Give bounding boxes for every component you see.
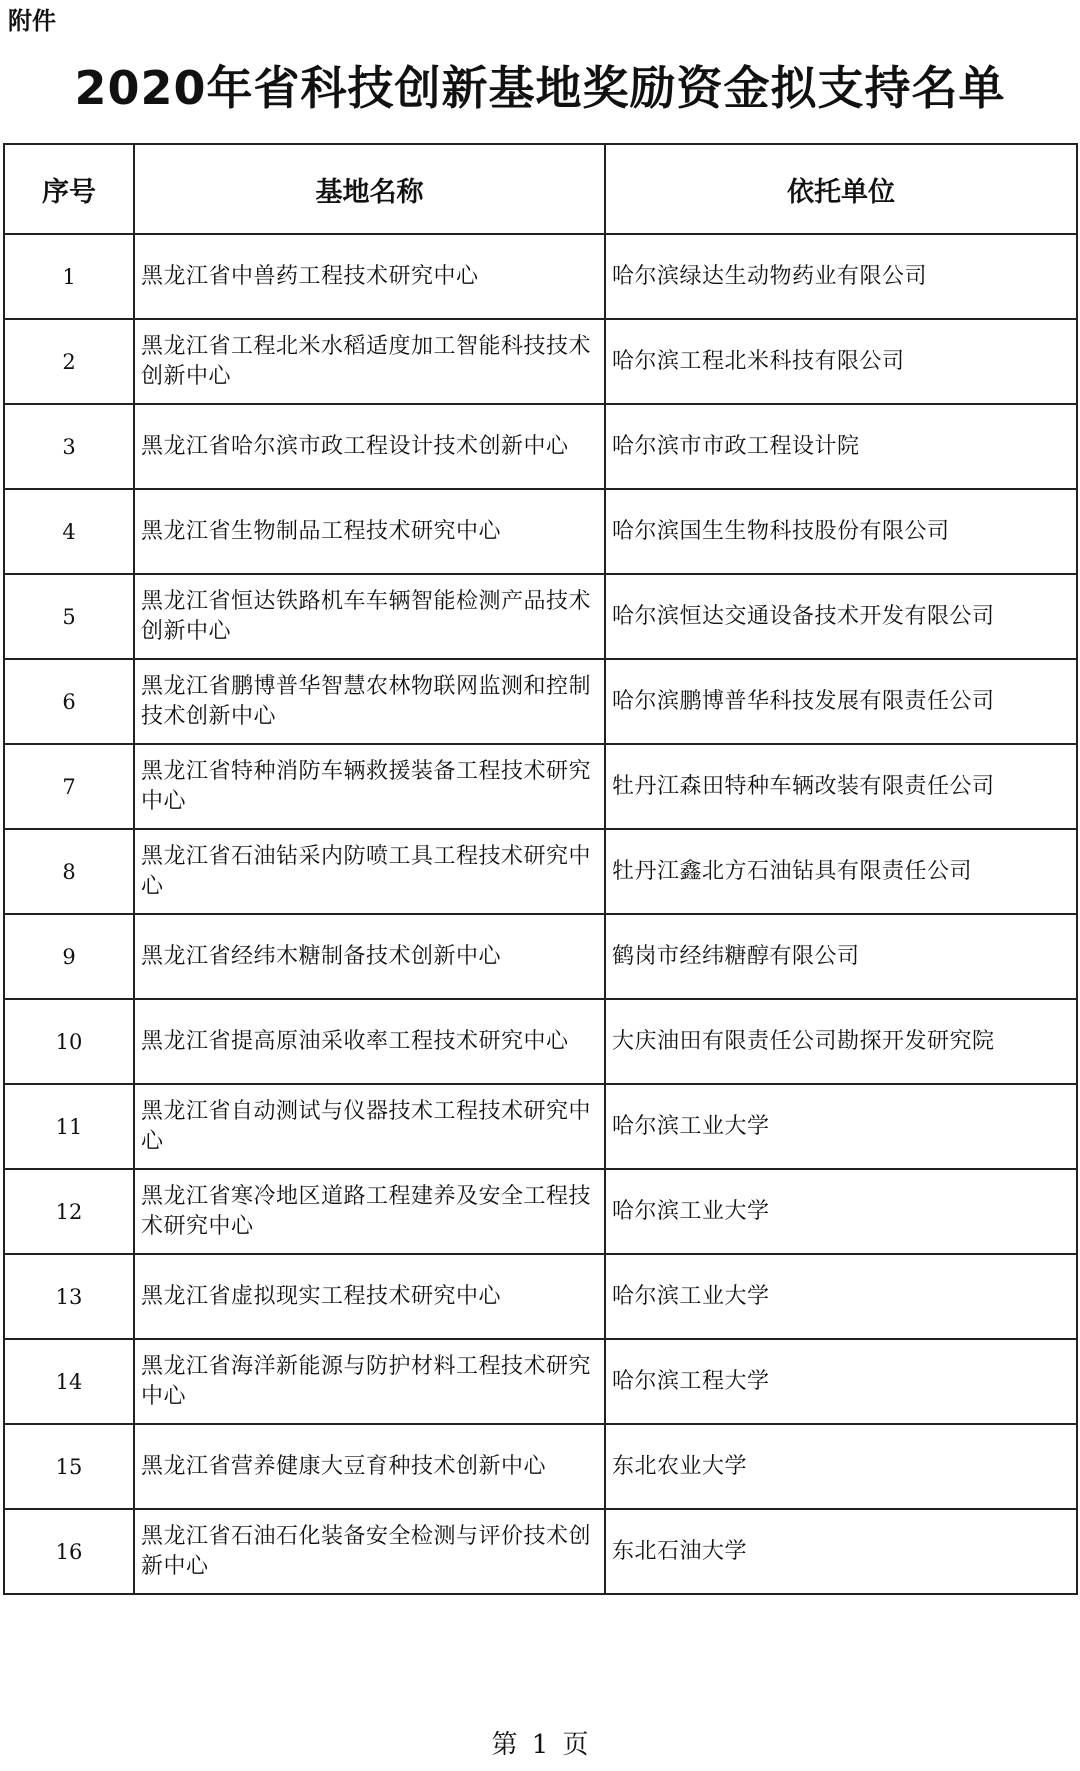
base-name: 黑龙江省生物制品工程技术研究中心 (134, 489, 605, 574)
base-name: 黑龙江省石油钻采内防喷工具工程技术研究中心 (134, 829, 605, 914)
row-number: 12 (4, 1169, 134, 1254)
base-name: 黑龙江省寒冷地区道路工程建养及安全工程技术研究中心 (134, 1169, 605, 1254)
document-title: 2020年省科技创新基地奖励资金拟支持名单 (74, 61, 1006, 115)
host-unit: 哈尔滨恒达交通设备技术开发有限公司 (605, 574, 1077, 659)
table-row (4, 914, 1077, 999)
table-row (4, 999, 1077, 1084)
row-number: 1 (4, 234, 134, 319)
table-row (4, 1339, 1077, 1424)
host-unit: 哈尔滨工程大学 (605, 1339, 1077, 1424)
table-row (4, 319, 1077, 404)
base-name: 黑龙江省营养健康大豆育种技术创新中心 (134, 1424, 605, 1509)
host-unit: 牡丹江森田特种车辆改装有限责任公司 (605, 744, 1077, 829)
table-header-row (4, 144, 1077, 234)
header-base-name: 基地名称 (134, 144, 605, 234)
table-row (4, 1169, 1077, 1254)
row-number: 11 (4, 1084, 134, 1169)
base-name: 黑龙江省特种消防车辆救援装备工程技术研究中心 (134, 744, 605, 829)
table-row (4, 404, 1077, 489)
host-unit: 东北农业大学 (605, 1424, 1077, 1509)
base-name: 黑龙江省恒达铁路机车车辆智能检测产品技术创新中心 (134, 574, 605, 659)
table-row (4, 234, 1077, 319)
host-unit: 哈尔滨国生生物科技股份有限公司 (605, 489, 1077, 574)
host-unit: 哈尔滨工业大学 (605, 1169, 1077, 1254)
header-host-unit: 依托单位 (605, 144, 1077, 234)
row-number: 8 (4, 829, 134, 914)
funding-list-table-container (3, 143, 1076, 1595)
base-name: 黑龙江省中兽药工程技术研究中心 (134, 234, 605, 319)
base-name: 黑龙江省哈尔滨市政工程设计技术创新中心 (134, 404, 605, 489)
base-name: 黑龙江省提高原油采收率工程技术研究中心 (134, 999, 605, 1084)
row-number: 10 (4, 999, 134, 1084)
host-unit: 东北石油大学 (605, 1509, 1077, 1594)
base-name: 黑龙江省虚拟现实工程技术研究中心 (134, 1254, 605, 1339)
row-number: 7 (4, 744, 134, 829)
base-name: 黑龙江省工程北米水稻适度加工智能科技技术创新中心 (134, 319, 605, 404)
host-unit: 哈尔滨工业大学 (605, 1254, 1077, 1339)
row-number: 3 (4, 404, 134, 489)
host-unit: 大庆油田有限责任公司勘探开发研究院 (605, 999, 1077, 1084)
table-row (4, 744, 1077, 829)
row-number: 5 (4, 574, 134, 659)
base-name: 黑龙江省石油石化装备安全检测与评价技术创新中心 (134, 1509, 605, 1594)
table-row (4, 489, 1077, 574)
table-row (4, 1084, 1077, 1169)
table-row (4, 1254, 1077, 1339)
table-row (4, 1424, 1077, 1509)
row-number: 2 (4, 319, 134, 404)
base-name: 黑龙江省经纬木糖制备技术创新中心 (134, 914, 605, 999)
row-number: 6 (4, 659, 134, 744)
host-unit: 鹤岗市经纬糖醇有限公司 (605, 914, 1077, 999)
base-name: 黑龙江省鹏博普华智慧农林物联网监测和控制技术创新中心 (134, 659, 605, 744)
host-unit: 哈尔滨工程北米科技有限公司 (605, 319, 1077, 404)
header-serial-number: 序号 (4, 144, 134, 234)
funding-list-table (3, 143, 1078, 1595)
host-unit: 牡丹江鑫北方石油钻具有限责任公司 (605, 829, 1077, 914)
row-number: 4 (4, 489, 134, 574)
row-number: 16 (4, 1509, 134, 1594)
host-unit: 哈尔滨工业大学 (605, 1084, 1077, 1169)
page-number: 第 1 页 (491, 1730, 589, 1760)
table-row (4, 659, 1077, 744)
base-name: 黑龙江省自动测试与仪器技术工程技术研究中心 (134, 1084, 605, 1169)
row-number: 13 (4, 1254, 134, 1339)
row-number: 15 (4, 1424, 134, 1509)
row-number: 14 (4, 1339, 134, 1424)
row-number: 9 (4, 914, 134, 999)
host-unit: 哈尔滨市市政工程设计院 (605, 404, 1077, 489)
table-row (4, 574, 1077, 659)
table-row (4, 1509, 1077, 1594)
host-unit: 哈尔滨鹏博普华科技发展有限责任公司 (605, 659, 1077, 744)
attachment-label: 附件 (8, 7, 56, 35)
table-row (4, 829, 1077, 914)
base-name: 黑龙江省海洋新能源与防护材料工程技术研究中心 (134, 1339, 605, 1424)
host-unit: 哈尔滨绿达生动物药业有限公司 (605, 234, 1077, 319)
